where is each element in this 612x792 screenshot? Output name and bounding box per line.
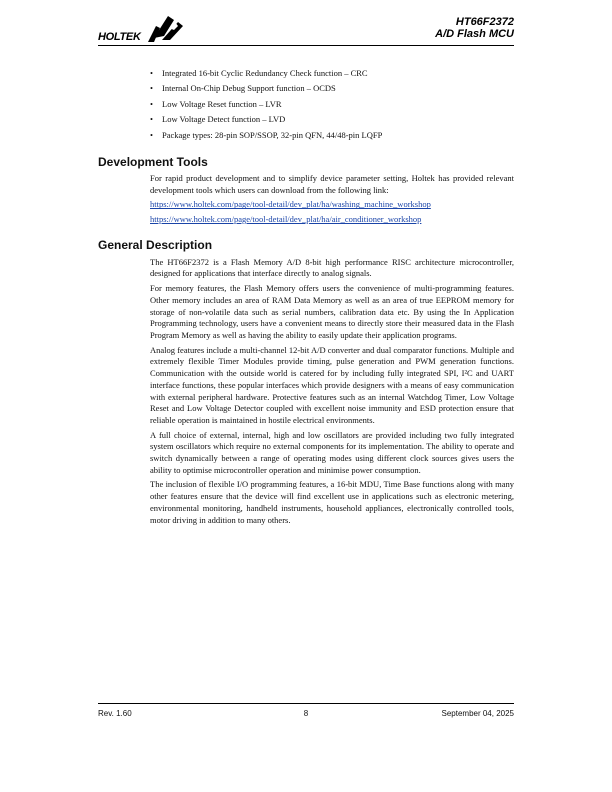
page-number: 8 — [303, 709, 309, 718]
feature-text: Internal On-Chip Debug Support function – OCDS — [162, 83, 336, 94]
bullet-icon: • — [150, 114, 153, 125]
list-item — [150, 128, 514, 143]
feature-text: Integrated 16-bit Cyclic Redundancy Check function – CRC — [162, 68, 368, 78]
holtek-logo-graphic — [98, 14, 188, 44]
logo-wordmark: HOLTEK — [98, 31, 141, 43]
description-paragraph: Analog features include a multi-channel 12-bit A/D converter and dual comparator functions. Multiple and extremely flexible Timer Modules provide timing, pulse generation and PWM generation functions. Communication with the outside world is catered for by including fully integrated SPI, I²C and UART interface functions, these popular interfaces which provide designers with a means of easy communication with external peripheral hardware. Protective features such as an internal Watchdog Timer, Low Voltage Reset and Low Voltage Detector coupled with excellent noise immunity and ESD protection ensure that reliable operation is maintained in hostile electrical environments. — [150, 344, 514, 425]
document-title — [435, 16, 514, 40]
publication-date: September 04, 2025 — [441, 709, 514, 718]
feature-list — [150, 66, 514, 143]
development-tools-intro: For rapid product development and to simplify device parameter setting, Holtek has provided relevant development tools which users can download from the following link: — [150, 172, 514, 195]
feature-text: Low Voltage Reset function – LVR — [162, 98, 282, 109]
product-line: A/D Flash MCU — [435, 28, 514, 40]
bullet-icon: • — [150, 129, 153, 140]
bullet-icon: • — [150, 98, 153, 109]
bullet-icon: • — [150, 68, 153, 78]
holtek-logo — [98, 14, 188, 44]
revision-label: Rev. 1.60 — [98, 709, 132, 718]
logo-emblem-icon — [148, 16, 183, 42]
footer-divider — [98, 703, 514, 704]
list-item — [150, 97, 514, 112]
washing-machine-workshop-link[interactable]: https://www.holtek.com/page/tool-detail/dev_plat/ha/washing_machine_workshop — [150, 199, 431, 210]
list-item — [150, 66, 514, 81]
general-description-heading: General Description — [98, 237, 213, 252]
air-conditioner-workshop-link[interactable]: https://www.holtek.com/page/tool-detail/dev_plat/ha/air_conditioner_workshop — [150, 214, 422, 225]
header-divider — [98, 45, 514, 46]
list-item — [150, 112, 514, 127]
description-paragraph: The HT66F2372 is a Flash Memory A/D 8-bit high performance RISC architecture microcontroller, designed for applications that interface directly to analog signals. — [150, 256, 514, 279]
feature-text: Low Voltage Detect function – LVD — [162, 114, 286, 125]
description-paragraph: The inclusion of flexible I/O programming features, a 16-bit MDU, Time Base functions along with many other features ensure that the device will find excellent use in applications such as electronic metering, environmental monitoring, handheld instruments, household appliances, electronically controlled tools, motor driving in addition to many others. — [150, 479, 514, 525]
feature-text: Package types: 28-pin SOP/SSOP, 32-pin QFN, 44/48-pin LQFP — [162, 129, 383, 140]
page-content — [98, 66, 514, 526]
list-item — [150, 81, 514, 96]
description-paragraph: A full choice of external, internal, high and low oscillators are provided including two fully integrated system oscillators which require no external components for its implementation. The ability to operate and switch dynamically between a range of operating modes using different clock sources gives users the ability to optimise microcontroller operation and minimise power consumption. — [150, 429, 514, 475]
description-paragraph: For memory features, the Flash Memory offers users the convenience of multi-programming features. Other memory includes an area of RAM Data Memory as well as an area of true EEPROM memory for storage of non-volatile data such as serial numbers, calibration data etc. By using the In Application Programming technology, users have a convenient means to directly store their measured data in the Flash Program Memory as well as having the ability to easily update their application programs. — [150, 283, 514, 340]
bullet-icon: • — [150, 83, 153, 94]
part-number: HT66F2372 — [455, 16, 514, 28]
development-tools-heading: Development Tools — [98, 154, 208, 169]
